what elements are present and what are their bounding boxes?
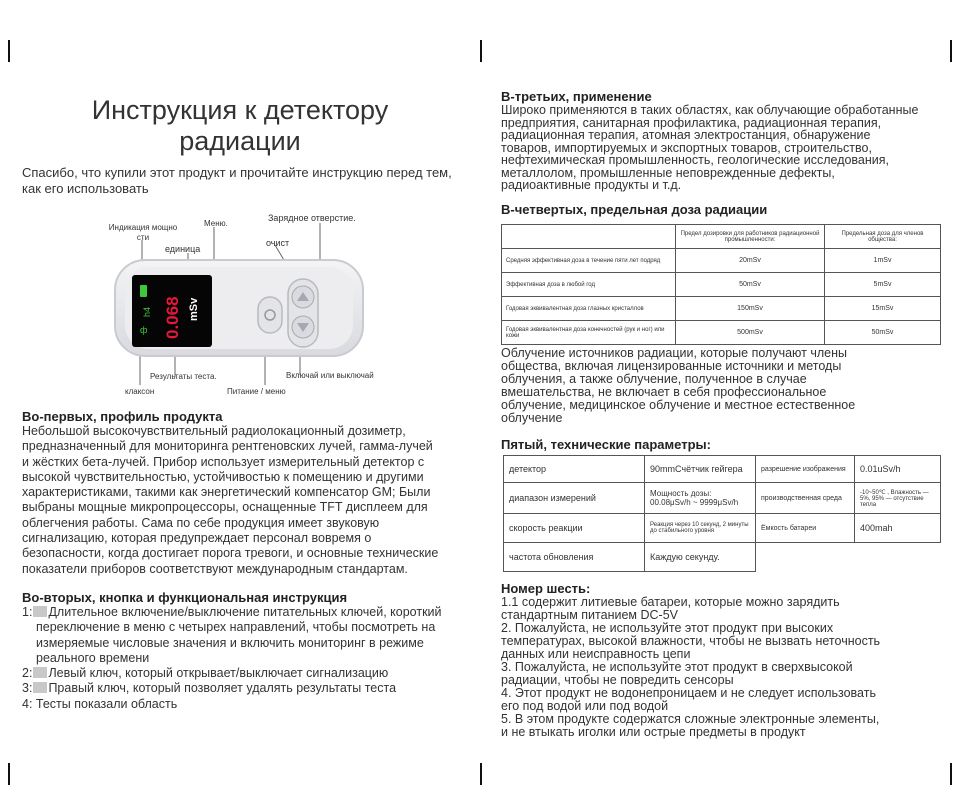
text-line: металлолом, промышленные неповрежденные дефекты, — [501, 165, 835, 180]
text-line: 3. Пожалуйста, не используйте этот продукт в сверхвысокой — [501, 660, 853, 674]
text-line: выбраны мощные микропроцессоры, оснащенные TFT дисплеем для — [22, 500, 428, 515]
text-line: нефтехимическая промышленность, геологические исследования, — [501, 153, 890, 167]
section-warnings — [501, 581, 951, 739]
text-line: высокой чувствительностью, устойчивостью к помещению и другими — [22, 469, 424, 484]
text-line: и жёстких бета-лучей. Прибор использует измерительный детектор с — [22, 454, 425, 469]
dose-table — [501, 224, 941, 345]
crop-mark — [950, 763, 952, 785]
section-dose-limits — [501, 202, 951, 217]
ann-menu: Меню. — [204, 219, 228, 228]
crop-mark — [8, 763, 10, 785]
table-row: Предел дозировки для работников радиационной промышленности: Предельная доза для членов общества: — [502, 225, 941, 249]
section-heading: В-четвертых, предельная доза радиации — [501, 202, 768, 217]
section-body — [501, 104, 951, 192]
section-heading: Пятый, технические параметры: — [501, 437, 711, 452]
text-line: радиационная терапия, атомная электростанция, обнаружение — [501, 128, 871, 142]
ann-clear: очист — [266, 238, 290, 248]
section-heading: В-третьих, применение — [501, 89, 652, 104]
list-item: 2: Левый ключ, который открывает/выключает сигнализацию — [22, 666, 389, 681]
text-line: температурах, высокой влажности, чтобы не вызвать неточность — [501, 634, 881, 648]
section-heading: Номер шесть: — [501, 581, 591, 596]
text-line: и не втыкать иголки или острые предметы в продукт — [501, 725, 806, 739]
text-line: безопасности, когда достигает порога тревоги, и основные технические — [22, 546, 439, 561]
section-buttons — [22, 590, 442, 712]
text-line: облучение, медицинское облучение и местное естественное — [501, 398, 856, 412]
text-line: сигнализацию, которая предупреждает персонал вовремя о — [22, 531, 372, 546]
table-row: частота обновления Каждую секунду. — [504, 543, 941, 572]
text-line: радиации, чтобы не повредить сенсоры — [501, 673, 734, 687]
section-body — [501, 596, 951, 739]
text-line: радиоактивные продукты и т.д. — [501, 178, 682, 192]
text-line: товаров, импортируемых и экспортных товаров, строительство, — [501, 140, 872, 155]
section-body — [22, 605, 442, 712]
section-heading: Во-вторых, кнопка и функциональная инструкция — [22, 590, 348, 605]
ann-charge-port: Зарядное отверстие. — [268, 213, 356, 223]
text-line: 2. Пожалуйста, не используйте этот продукт при высоких — [501, 621, 834, 635]
text-line: характеристиками, такими как энергетический компенсатор GM; Были — [22, 485, 431, 500]
screen-left-digits: h4 — [142, 306, 152, 317]
crop-mark — [8, 40, 10, 62]
button-icon — [33, 682, 47, 693]
section-application — [501, 89, 951, 192]
text-line: предназначенный для мониторинга рентгеновских лучей, гамма-лучей — [22, 439, 433, 454]
ann-results: Результаты теста. — [150, 372, 217, 381]
table-row: Эффективная доза в любой год 50mSv 5mSv — [502, 273, 941, 297]
section-tech-params — [501, 437, 951, 452]
text-line: 4. Этот продукт не водонепроницаем и не следует использовать — [501, 686, 876, 700]
table-row: скорость реакции Реакция через 10 секунд, 2 минуты до стабильного уровня Ёмкость батареи 400mah — [504, 514, 941, 543]
table-row: Средняя эффективная доза в течение пяти лет подряд 20mSv 1mSv — [502, 249, 941, 273]
section-profile — [22, 409, 472, 577]
tech-params-table — [503, 455, 941, 572]
text-line: Облучение источников радиации, которые получают члены — [501, 346, 847, 360]
device-diagram — [0, 205, 480, 405]
list-item: 1: Длительное включение/выключение питательных ключей, короткий переключение в меню с четырех направлений, чтобы посмотреть на измеряемые числовые значения и включить мониторинг в режиме реального времени — [22, 605, 442, 665]
svg-text:ф: ф — [140, 325, 148, 335]
ann-horn: клаксон — [125, 387, 155, 396]
ann-power-menu: Питание / меню — [227, 387, 286, 396]
section-body — [22, 424, 472, 577]
ann-unit: единица — [165, 244, 201, 254]
list-item: 3: Правый ключ, который позволяет удалять результаты теста — [22, 681, 397, 696]
section-heading: Во-первых, профиль продукта — [22, 409, 223, 424]
text-line: предприятия, санитарная профилактика, радиационная терапия, — [501, 115, 882, 130]
crop-mark — [480, 763, 482, 785]
text-line: Широко применяются в таких областях, как облучающие обработанные — [501, 103, 919, 117]
table-row: детектор 90mmСчётчик гейгера разрешение изображения 0.01uSv/h — [504, 456, 941, 483]
list-item: 4: Тесты показали область — [22, 696, 178, 711]
text-line: общества, включая лицензированные источники и методы — [501, 359, 842, 373]
text-line: его под водой или под водой — [501, 699, 669, 713]
exposure-paragraph — [501, 347, 951, 425]
table-row: Годовая эквивалентная доза глазных кристаллов 150mSv 15mSv — [502, 297, 941, 321]
text-line: показатели приборов соответствуют международным стандартам. — [22, 561, 408, 576]
intro-text: Спасибо, что купили этот продукт и прочитайте инструкцию перед тем, как его использовать — [22, 165, 452, 196]
table-row: диапазон измерений Мощность дозы: 00.08μSv/h ~ 9999μSv/h производственная среда -10~50℃ , Влажность — 5%, 95% — отсутствие тепла — [504, 483, 941, 514]
text-line: облучения, а также облучение, полученное в случае — [501, 372, 807, 386]
button-icon — [33, 667, 47, 678]
text-line: 5. В этом продукте содержатся сложные электронные элементы, — [501, 712, 880, 726]
power-menu-button — [258, 297, 282, 333]
text-line: 1.1 содержит литиевые батареи, которые можно зарядить — [501, 595, 840, 609]
table-row: Годовая эквивалентная доза конечностей (рук и ног) или кожи 500mSv 50mSv — [502, 321, 941, 345]
text-line: Небольшой высокочувствительный радиолокационный дозиметр, — [22, 424, 406, 438]
page-title: Инструкция к детектору радиации — [91, 95, 389, 156]
text-line: стандартным питанием DC-5V — [501, 608, 678, 622]
text-line: вмешательства, не включает в себя профессиональное — [501, 385, 827, 399]
text-line: данных или неисправность цепи — [501, 647, 691, 661]
text-line: облегчения работы. Сама по себе продукция имеет звуковую — [22, 515, 380, 530]
crop-mark — [480, 40, 482, 62]
device-illustration — [0, 205, 480, 405]
button-icon — [33, 606, 47, 617]
screen-value: 0.068 — [163, 296, 182, 339]
crop-mark — [950, 40, 952, 62]
text-line: облучение — [501, 411, 563, 425]
ann-indicator: Индикация мощно сти — [108, 223, 178, 242]
screen-unit: mSv — [188, 297, 200, 321]
ann-on-off: Включай или выключай — [286, 371, 374, 380]
